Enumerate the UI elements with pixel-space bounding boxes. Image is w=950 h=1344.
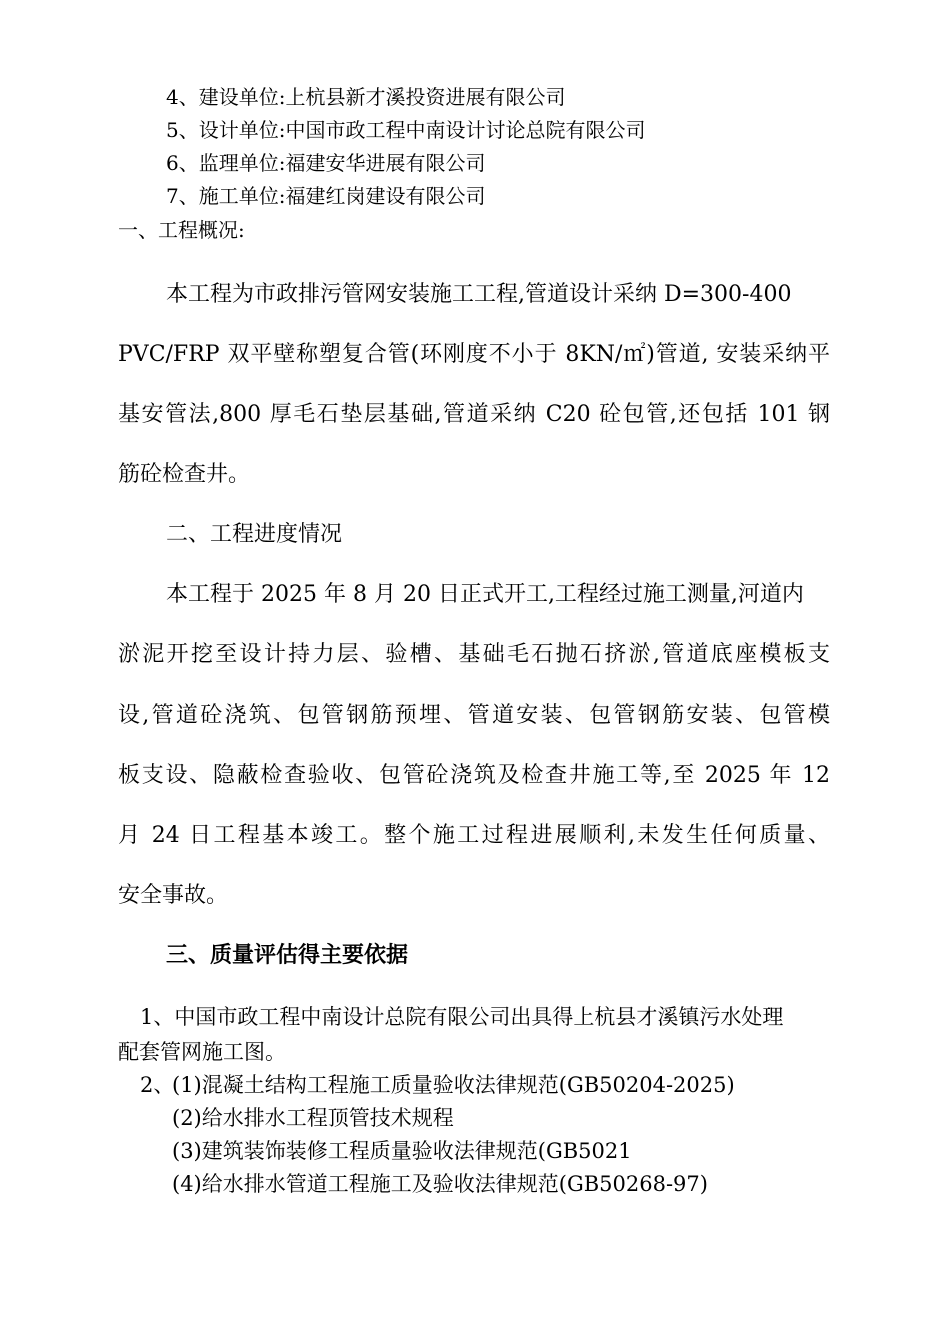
section1-line: 本工程为市政排污管网安装施工工程,管道设计采纳 D=300-400: [166, 282, 792, 307]
unit-contractor: 7、施工单位:福建红岗建设有限公司: [166, 184, 486, 208]
section1-line: 筋砼检查井。: [118, 462, 251, 487]
standard-item: (4)给水排水管道工程施工及验收法律规范(GB50268-97): [172, 1172, 708, 1196]
section2-line: 本工程于 2025 年 8 月 20 日正式开工,工程经过施工测量,河道内: [166, 582, 804, 607]
section2-line: 设,管道砼浇筑、包管钢筋预埋、管道安装、包管钢筋安装、包管模: [118, 703, 830, 728]
section2-line: 安全事故。: [118, 883, 229, 908]
unit-construction-owner: 4、建设单位:上杭县新才溪投资进展有限公司: [166, 85, 566, 109]
section3-heading: 三、质量评估得主要依据: [166, 943, 409, 968]
unit-designer: 5、设计单位:中国市政工程中南设计讨论总院有限公司: [166, 118, 646, 142]
section1-line: PVC/FRP 双平壁称塑复合管(环刚度不小于 8KN/㎡)管道, 安装采纳平: [118, 342, 830, 367]
section2-line: 板支设、隐蔽检查验收、包管砼浇筑及检查井施工等,至 2025 年 12: [118, 763, 830, 788]
standard-item: (2)给水排水工程顶管技术规程: [172, 1106, 454, 1130]
section2-heading: 二、工程进度情况: [166, 522, 343, 547]
standard-item: (3)建筑装饰装修工程质量验收法律规范(GB5021: [172, 1139, 632, 1163]
unit-supervisor: 6、监理单位:福建安华进展有限公司: [166, 151, 486, 175]
basis-item-1: 1、中国市政工程中南设计总院有限公司出具得上杭县才溪镇污水处理: [140, 1005, 784, 1029]
section1-line: 基安管法,800 厚毛石垫层基础,管道采纳 C20 砼包管,还包括 101 钢: [118, 402, 830, 427]
basis-item-2-prefix: 2、: [140, 1073, 175, 1097]
basis-item-1-continuation: 配套管网施工图。: [118, 1040, 286, 1064]
section1-heading: 一、工程概况:: [118, 218, 245, 242]
section2-line: 月 24 日工程基本竣工。整个施工过程进展顺利,未发生任何质量、: [118, 823, 830, 848]
section2-line: 淤泥开挖至设计持力层、验槽、基础毛石抛石挤淤,管道底座模板支: [118, 642, 830, 667]
standard-item: (1)混凝土结构工程施工质量验收法律规范(GB50204-2025): [172, 1073, 735, 1097]
